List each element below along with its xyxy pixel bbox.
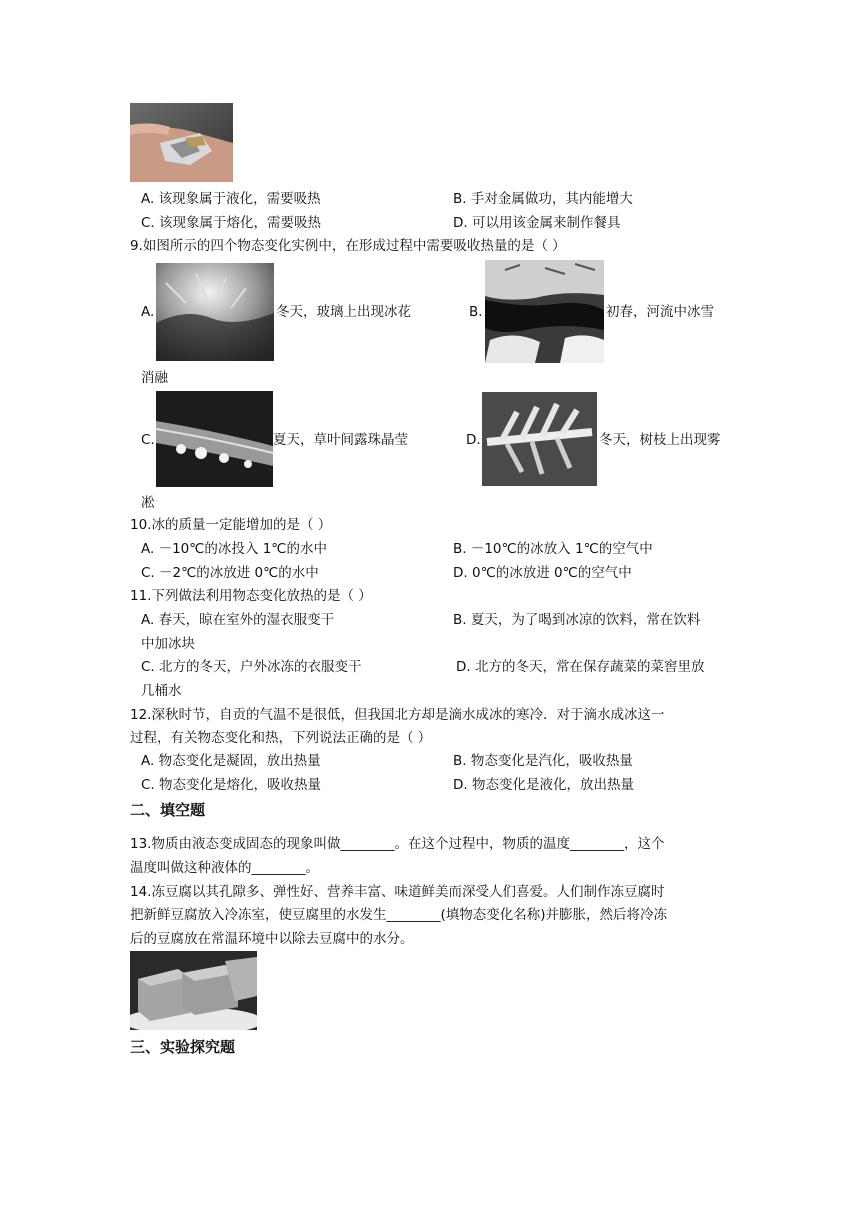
q9-a-text: 冬天，玻璃上出现冰花 bbox=[276, 304, 411, 320]
q9-c-text: 夏天，草叶间露珠晶莹 bbox=[273, 432, 408, 448]
q12-stem-line2: 过程，有关物态变化和热，下列说法正确的是（ ） bbox=[130, 730, 432, 746]
q9-d-wrap: 凇 bbox=[141, 495, 155, 511]
q14-line2: 把新鲜豆腐放入冷冻室，使豆腐里的水发生________(填物态变化名称)并膨胀，然后将冷冻 bbox=[130, 907, 668, 923]
q10-option-b: B. －10℃的冰放入 1℃的空气中 bbox=[453, 541, 653, 557]
melting-ice-river-photo bbox=[485, 260, 604, 363]
q11-stem: 11.下列做法利用物态变化放热的是（ ） bbox=[130, 588, 372, 604]
q9-b-wrap: 消融 bbox=[141, 370, 168, 386]
q11-option-b-wrap: 中加冰块 bbox=[141, 636, 195, 652]
q8-option-c: C. 该现象属于熔化，需要吸热 bbox=[141, 215, 322, 231]
frost-flower-photo bbox=[156, 263, 274, 361]
rime-on-branch-photo bbox=[482, 392, 597, 486]
q10-stem: 10.冰的质量一定能增加的是（ ） bbox=[130, 517, 332, 533]
frozen-tofu-photo bbox=[130, 951, 257, 1030]
dew-on-grass-photo bbox=[156, 391, 273, 487]
q9-b-text: 初春，河流中冰雪 bbox=[606, 304, 714, 320]
q12-option-d: D. 物态变化是液化，放出热量 bbox=[453, 777, 634, 793]
q8-option-d: D. 可以用该金属来制作餐具 bbox=[453, 215, 621, 231]
q13-line2: 温度叫做这种液体的________。 bbox=[130, 860, 319, 876]
q9-stem: 9.如图所示的四个物态变化实例中，在形成过程中需要吸收热量的是（ ） bbox=[130, 238, 566, 254]
q10-option-d: D. 0℃的冰放进 0℃的空气中 bbox=[453, 565, 632, 581]
q11-option-d-wrap: 几桶水 bbox=[141, 683, 182, 699]
q11-option-b: B. 夏天，为了喝到冰凉的饮料，常在饮料 bbox=[453, 612, 701, 628]
q9-b-letter: B. bbox=[469, 304, 483, 320]
q12-stem-line1: 12.深秋时节，自贡的气温不是很低，但我国北方却是滴水成冰的寒冷．对于滴水成冰这一 bbox=[130, 707, 665, 723]
q13-line1: 13.物质由液态变成固态的现象叫做________。在这个过程中，物质的温度________，这个 bbox=[130, 836, 665, 852]
q14-line3: 后的豆腐放在常温环境中以除去豆腐中的水分。 bbox=[130, 931, 414, 947]
q14-line1: 14.冻豆腐以其孔隙多、弹性好、营养丰富、味道鲜美而深受人们喜爱。人们制作冻豆腐时 bbox=[130, 884, 665, 900]
q8-option-b: B. 手对金属做功，其内能增大 bbox=[453, 191, 633, 207]
q9-d-text: 冬天，树枝上出现雾 bbox=[599, 432, 721, 448]
q12-option-c: C. 物态变化是熔化，吸收热量 bbox=[141, 777, 322, 793]
q11-option-c: C. 北方的冬天，户外冰冻的衣服变干 bbox=[141, 659, 362, 675]
q8-option-a: A. 该现象属于液化，需要吸热 bbox=[141, 191, 321, 207]
q12-option-b: B. 物态变化是汽化，吸收热量 bbox=[453, 753, 633, 769]
q12-option-a: A. 物态变化是凝固，放出热量 bbox=[141, 753, 321, 769]
q10-option-a: A. －10℃的冰投入 1℃的水中 bbox=[141, 541, 327, 557]
q11-option-d: D. 北方的冬天，常在保存蔬菜的菜窖里放 bbox=[456, 659, 705, 675]
hand-metal-photo bbox=[130, 103, 233, 182]
q10-option-c: C. －2℃的冰放进 0℃的水中 bbox=[141, 565, 319, 581]
q11-option-a: A. 春天，晾在室外的湿衣服变干 bbox=[141, 612, 335, 628]
section-heading-fill-in: 二、填空题 bbox=[130, 801, 206, 819]
q9-c-letter: C. bbox=[141, 432, 155, 448]
q9-a-letter: A. bbox=[141, 304, 155, 320]
q9-d-letter: D. bbox=[466, 432, 481, 448]
section-heading-experiment: 三、实验探究题 bbox=[130, 1038, 236, 1056]
